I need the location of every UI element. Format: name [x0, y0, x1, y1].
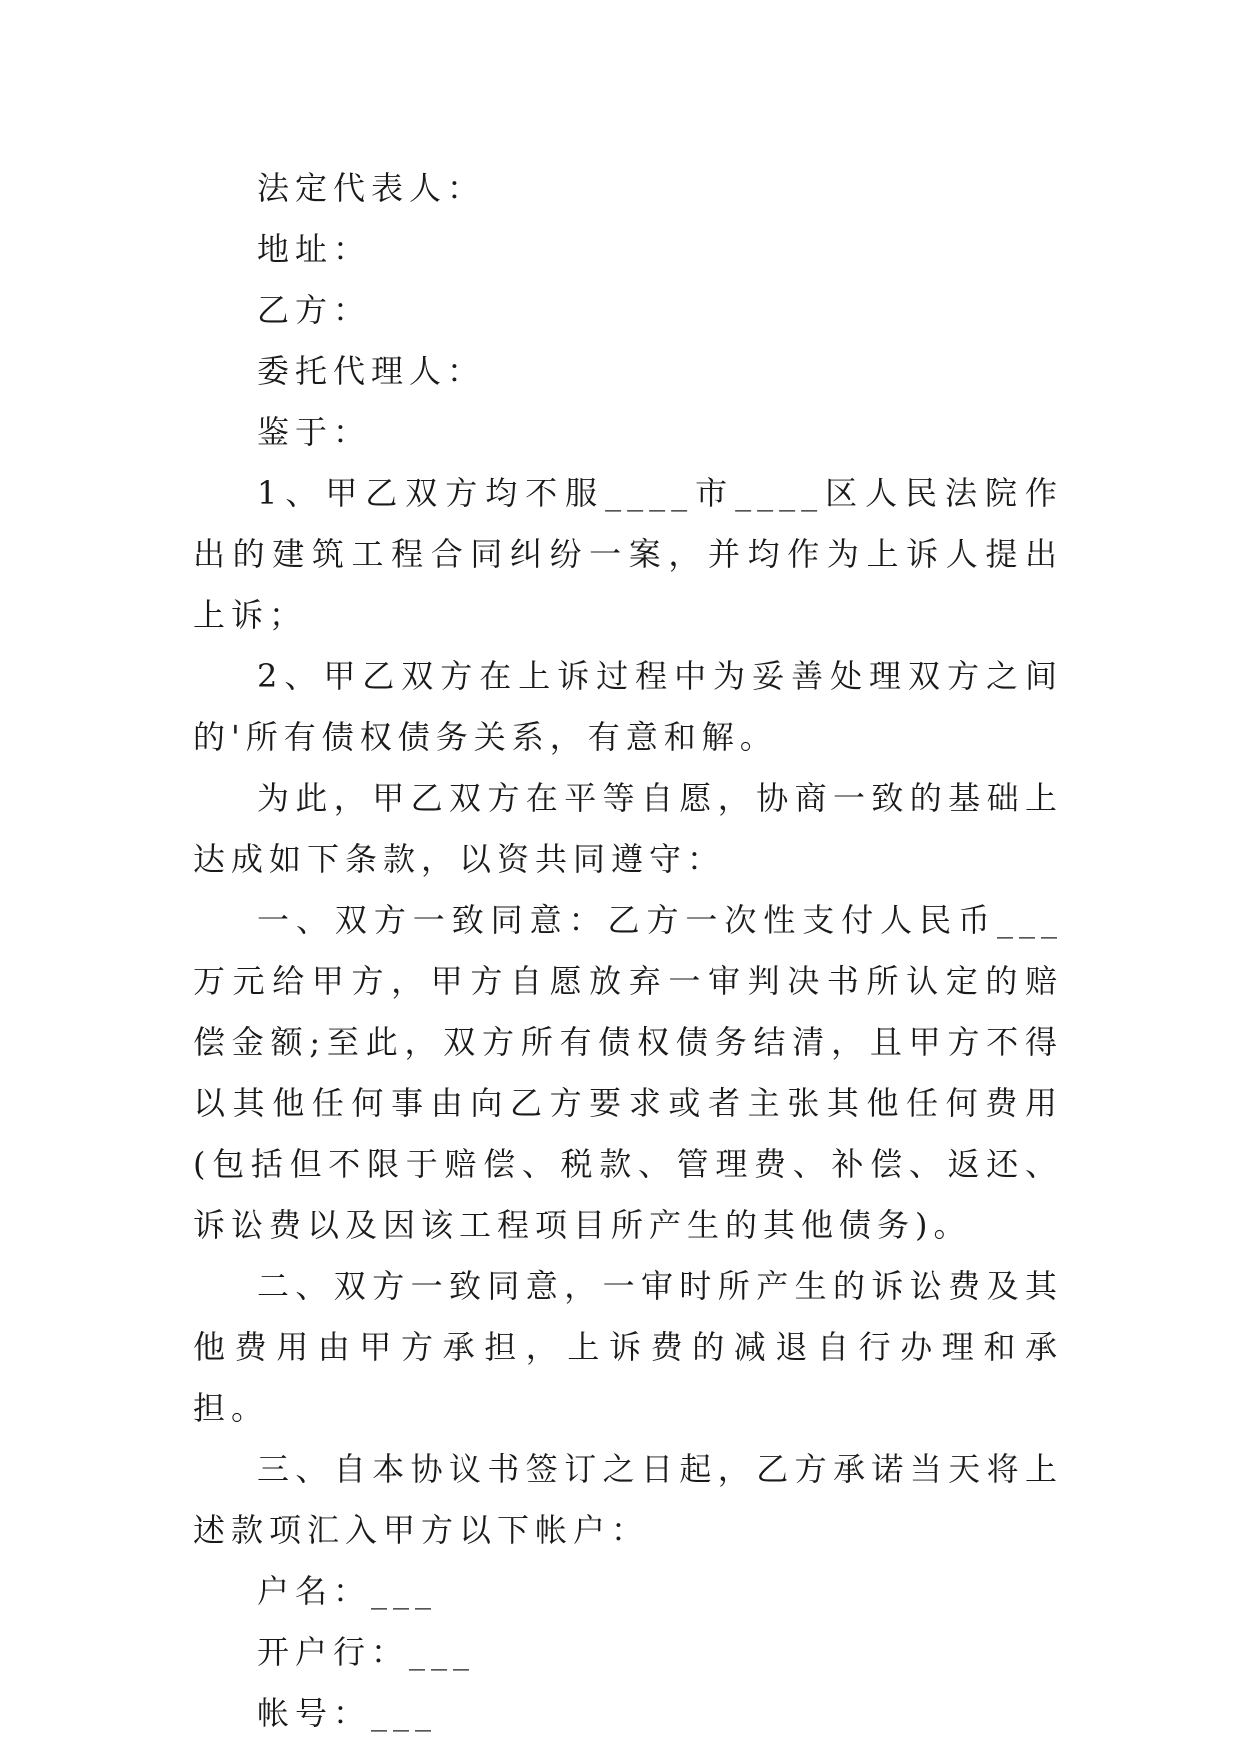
- whereas-line: 鉴于：: [257, 413, 372, 451]
- recital-2: 2、甲乙双方在上诉过程中为妥善处理双方之间的'所有债权债务关系，有意和解。: [193, 657, 1063, 756]
- authorized-agent-line: 委托代理人：: [257, 352, 486, 390]
- account-number-line: 帐号：___: [257, 1694, 438, 1732]
- recital-1: 1、甲乙双方均不服____市____区人民法院作出的建筑工程合同纠纷一案，并均作为上诉人提出上诉；: [193, 474, 1063, 634]
- agreement-preamble: 为此，甲乙双方在平等自愿，协商一致的基础上达成如下条款，以资共同遵守：: [193, 779, 1063, 878]
- document-body: [193, 158, 1063, 1744]
- account-name-line: 户名：___: [257, 1572, 438, 1610]
- clause-3: 三、自本协议书签订之日起，乙方承诺当天将上述款项汇入甲方以下帐户：: [193, 1450, 1063, 1549]
- legal-representative-line: 法定代表人：: [257, 169, 486, 207]
- address-line: 地址：: [257, 230, 372, 268]
- bank-line: 开户行：___: [257, 1633, 476, 1671]
- party-b-line: 乙方：: [257, 291, 372, 329]
- clause-2: 二、双方一致同意，一审时所产生的诉讼费及其他费用由甲方承担，上诉费的减退自行办理和承担。: [193, 1267, 1063, 1427]
- clause-1: 一、双方一致同意：乙方一次性支付人民币___万元给甲方，甲方自愿放弃一审判决书所认定的赔偿金额;至此，双方所有债权债务结清，且甲方不得以其他任何事由向乙方要求或者主张其他任何费用(包括但不限于赔偿、税款、管理费、补偿、返还、诉讼费以及因该工程项目所产生的其他债务)。: [193, 901, 1063, 1244]
